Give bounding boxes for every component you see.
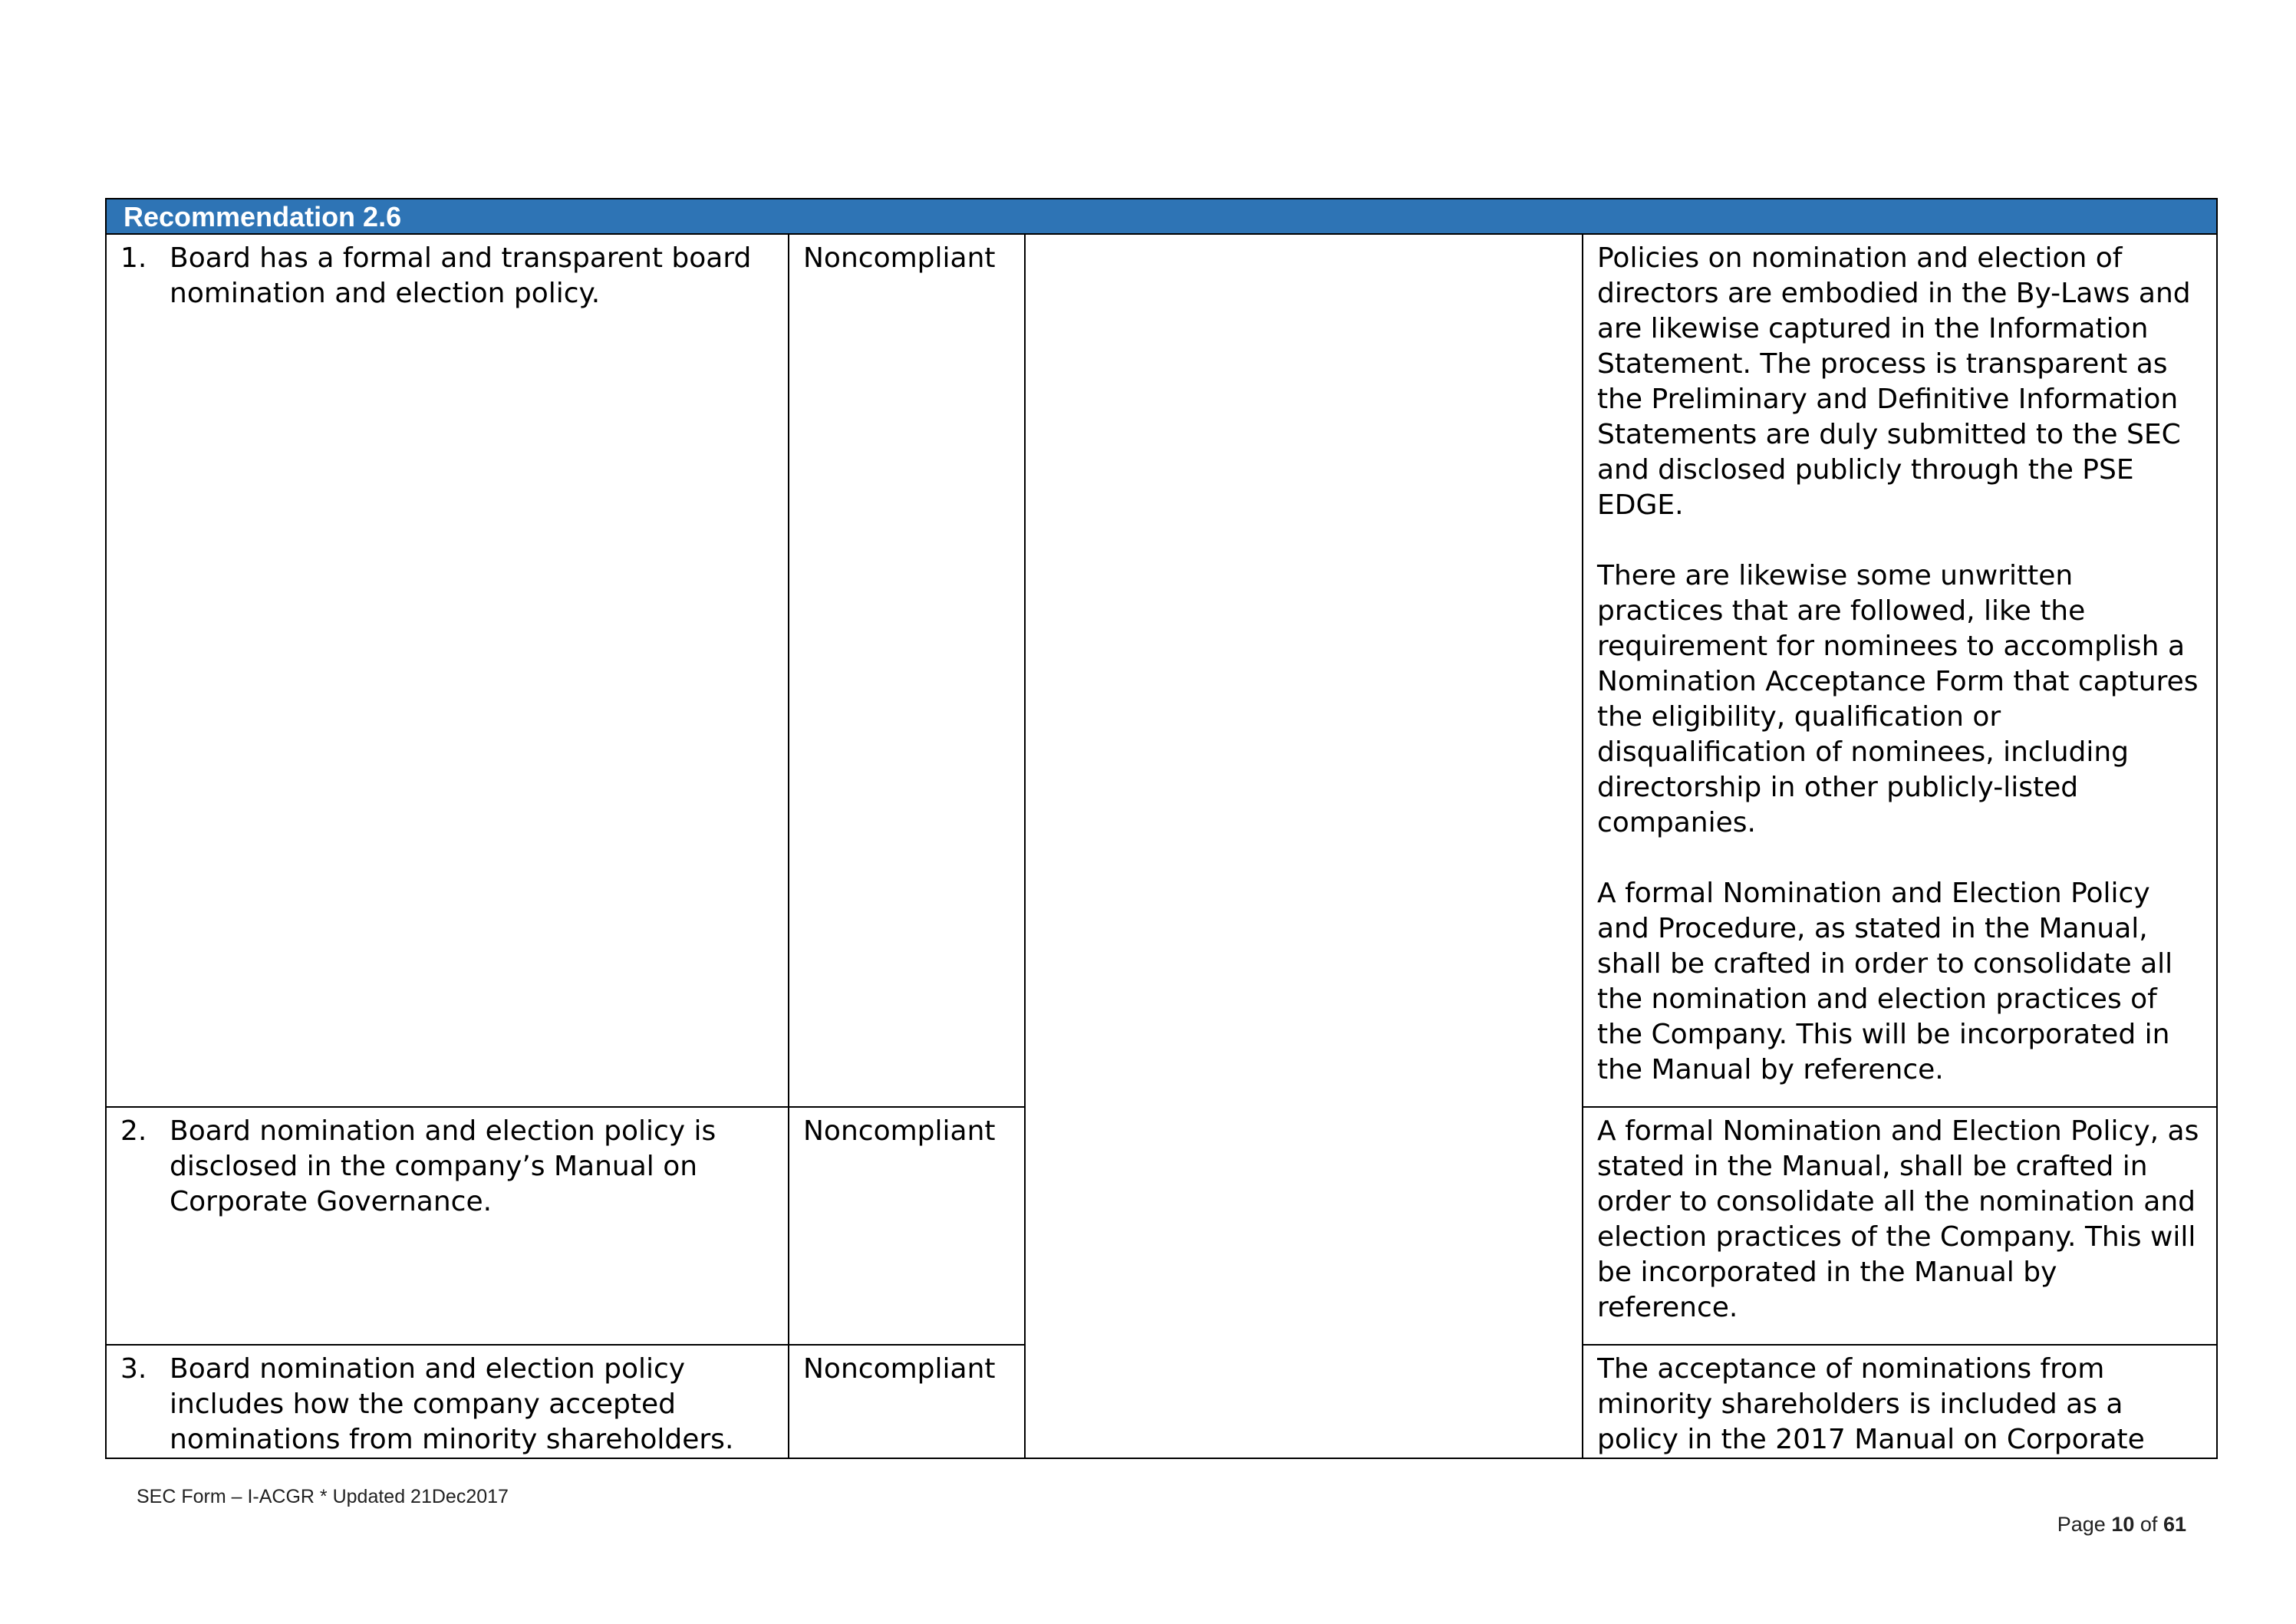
explanation-paragraph: The acceptance of nominations from minority shareholders is included as a policy in the 2017 Manual on Corporate [1597,1353,2145,1455]
table-row [106,234,2217,1107]
recommendation-cell [106,234,789,1107]
explanation-paragraph: There are likewise some unwritten practices that are followed, like the requirement for nominees to accomplish a Nomination Acceptance Form that captures the eligibility, qualification or disqualification of nominees, including directorship in other publicly-listed companies. [1597,560,2199,838]
recommendation-text: Board has a formal and transparent board nomination and election policy. [170,242,752,309]
item-number: 3. [120,1353,147,1385]
item-number: 2. [120,1115,147,1147]
compliance-status: Noncompliant [789,1107,1025,1345]
recommendation-cell [106,1345,789,1458]
additional-information-cell [1025,234,1583,1458]
form-label: SEC Form – I-ACGR * Updated 21Dec2017 [137,1486,509,1507]
page-word: Page [2057,1513,2106,1536]
page-total: 61 [2163,1513,2186,1536]
compliance-status: Noncompliant [789,234,1025,1107]
page-current: 10 [2111,1513,2135,1536]
recommendation-text: Board nomination and election policy includes how the company accepted nominations from minority shareholders. [170,1353,734,1455]
item-number: 1. [120,242,147,274]
recommendation-cell [106,1107,789,1345]
explanation-cell [1583,234,2217,1107]
section-header-row [106,199,2217,234]
explanation-paragraph: Policies on nomination and election of directors are embodied in the By-Laws and are likewise captured in the Information Statement. The process is transparent as the Preliminary and Definitive Information Statements are duly submitted to the SEC and disclosed publicly through the PSE EDGE. [1597,242,2191,521]
page-of: of [2140,1513,2158,1536]
compliance-status: Noncompliant [789,1345,1025,1458]
explanation-paragraph: A formal Nomination and Election Policy, as stated in the Manual, shall be crafted in order to consolidate all the nomination and election practices of the Company. This will be incorporated in the Manual by reference. [1597,1115,2199,1323]
recommendation-table [105,198,2218,1459]
explanation-cell [1583,1345,2217,1458]
explanation-paragraph: A formal Nomination and Election Policy and Procedure, as stated in the Manual, shall be crafted in order to consolidate all the nomination and election practices of the Company. This will be incorporated in the Manual by reference. [1597,878,2173,1085]
section-header: Recommendation 2.6 [106,199,2217,234]
explanation-cell [1583,1107,2217,1345]
recommendation-text: Board nomination and election policy is disclosed in the company’s Manual on Corporate Governance. [170,1115,716,1217]
page-number [2057,1513,2186,1537]
